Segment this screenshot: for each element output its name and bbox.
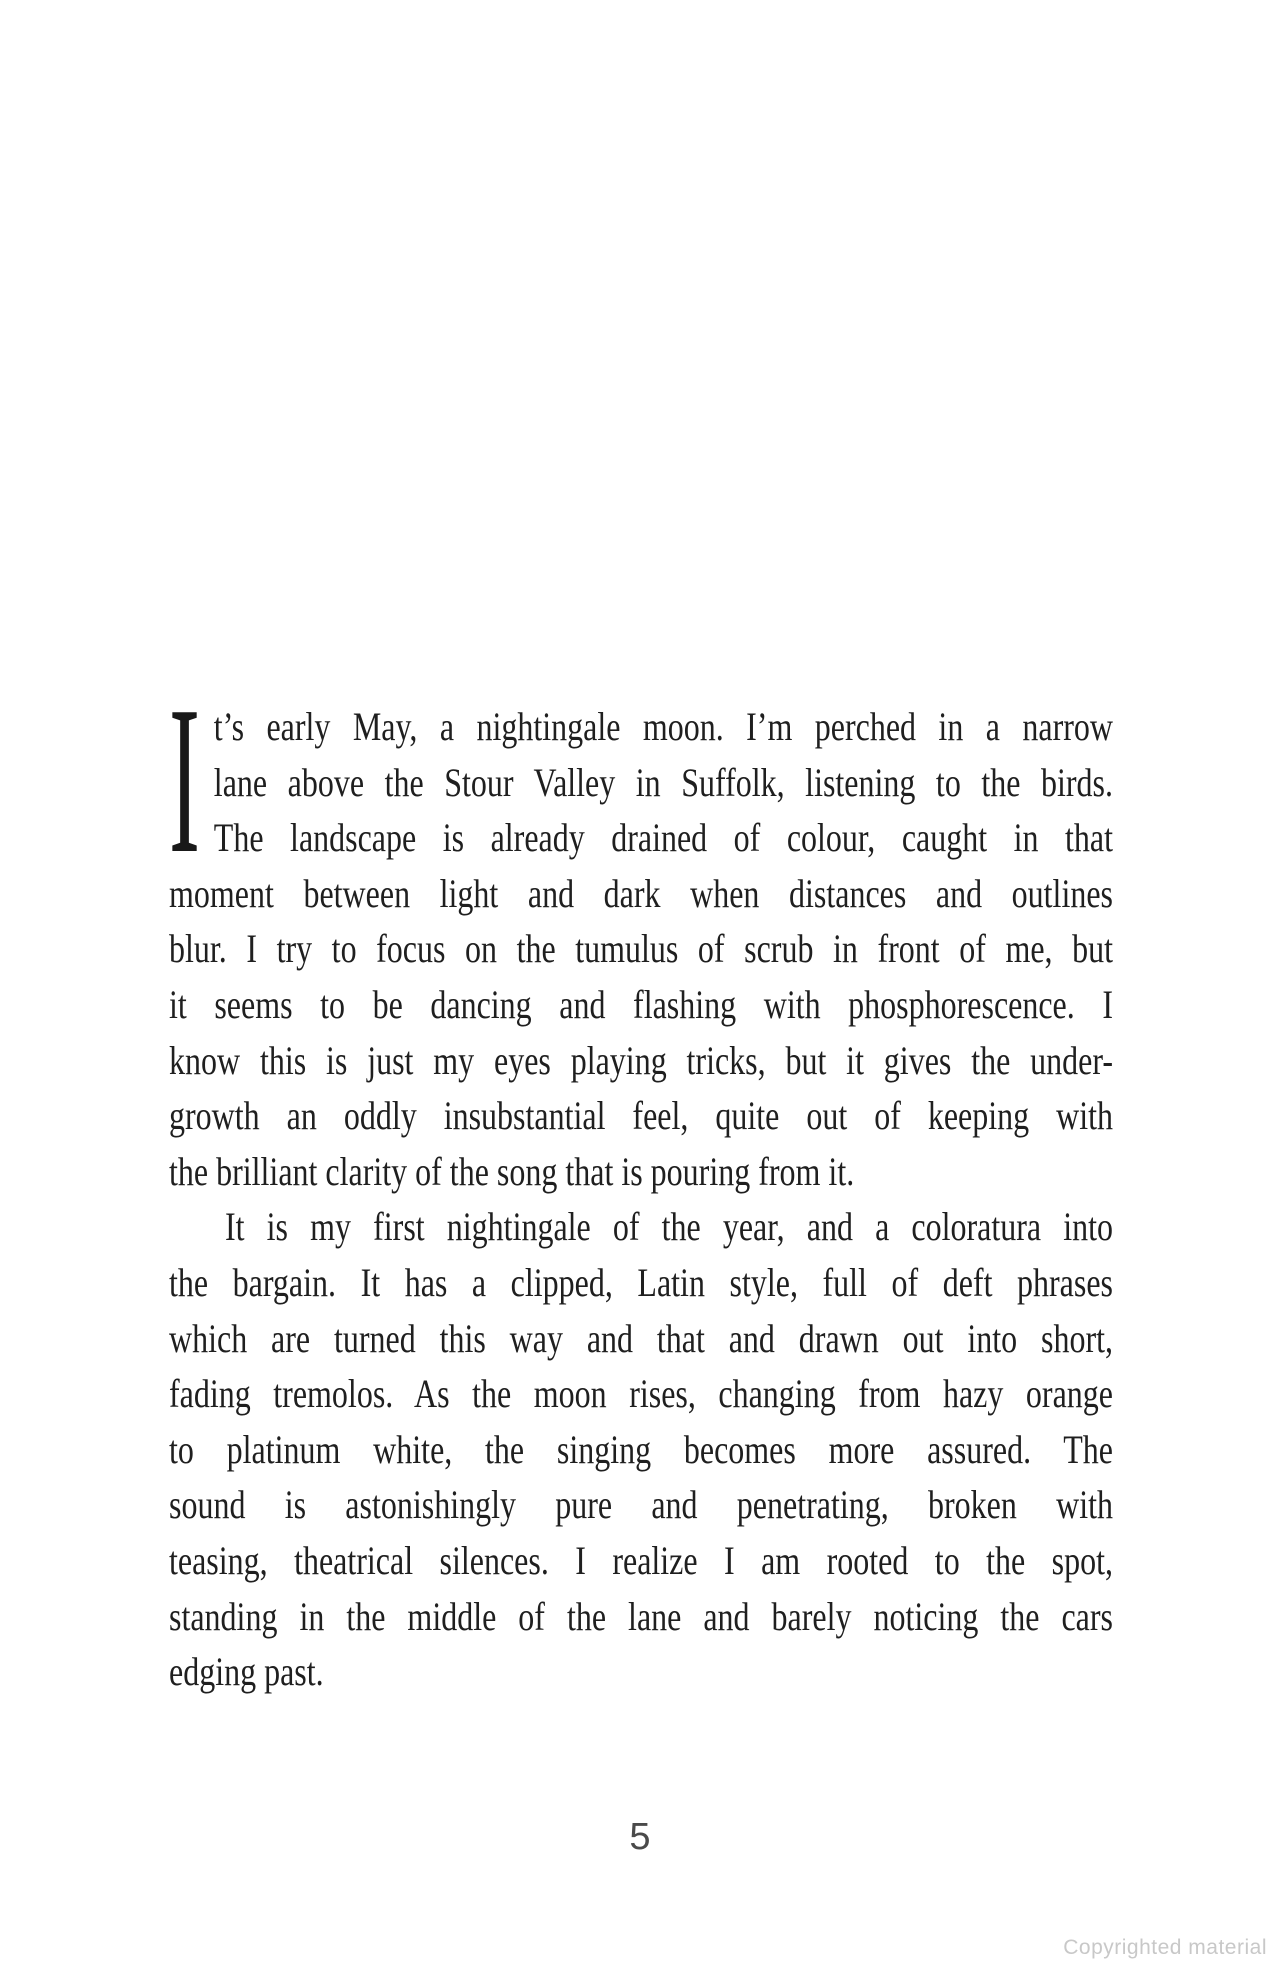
text-line: edging past. — [169, 1649, 324, 1695]
text-line: growth an oddly insubstantial feel, quite out of keeping with — [169, 1093, 1113, 1139]
page-number: 5 — [629, 1816, 651, 1858]
text-line: t’s early May, a nightingale moon. I’m perched in a narrow — [213, 704, 1114, 749]
paragraph-opening — [169, 663, 1114, 1199]
text-line: teasing, theatrical silences. I realize I am rooted to the spot, — [169, 1537, 1113, 1583]
text-line: blur. I try to focus on the tumulus of scrub in front of me, but — [169, 926, 1113, 972]
text-line: the bargain. It has a clipped, Latin style, full of deft phrases — [169, 1259, 1113, 1305]
drop-cap — [169, 663, 201, 898]
text-line: it seems to be dancing and flashing with phosphorescence. I — [169, 981, 1113, 1027]
text-line: The landscape is already drained of colour, caught in that — [213, 815, 1114, 861]
text-line: fading tremolos. As the moon rises, changing from hazy orange — [169, 1371, 1113, 1417]
text-line: standing in the middle of the lane and barely noticing the cars — [169, 1593, 1113, 1639]
paragraph-second — [169, 1199, 1113, 1699]
text-line: which are turned this way and that and drawn out into short, — [169, 1315, 1113, 1361]
text-line: to platinum white, the singing becomes more assured. The — [169, 1426, 1113, 1472]
text-line: know this is just my eyes playing tricks, but it gives the under- — [169, 1037, 1113, 1083]
text-line: moment between light and dark when distances and outlines — [169, 870, 1113, 916]
text-line: lane above the Stour Valley in Suffolk, listening to the birds. — [213, 759, 1114, 805]
watermark-text: Copyrighted material — [1063, 1936, 1267, 1959]
text-line: It is my first nightingale of the year, and a coloratura into — [225, 1204, 1113, 1250]
body-text — [169, 663, 1114, 1700]
text-line: the brilliant clarity of the song that is pouring from it. — [169, 1148, 855, 1194]
text-line: sound is astonishingly pure and penetrating, broken with — [169, 1482, 1113, 1528]
drop-cap-letter: I — [169, 663, 200, 898]
